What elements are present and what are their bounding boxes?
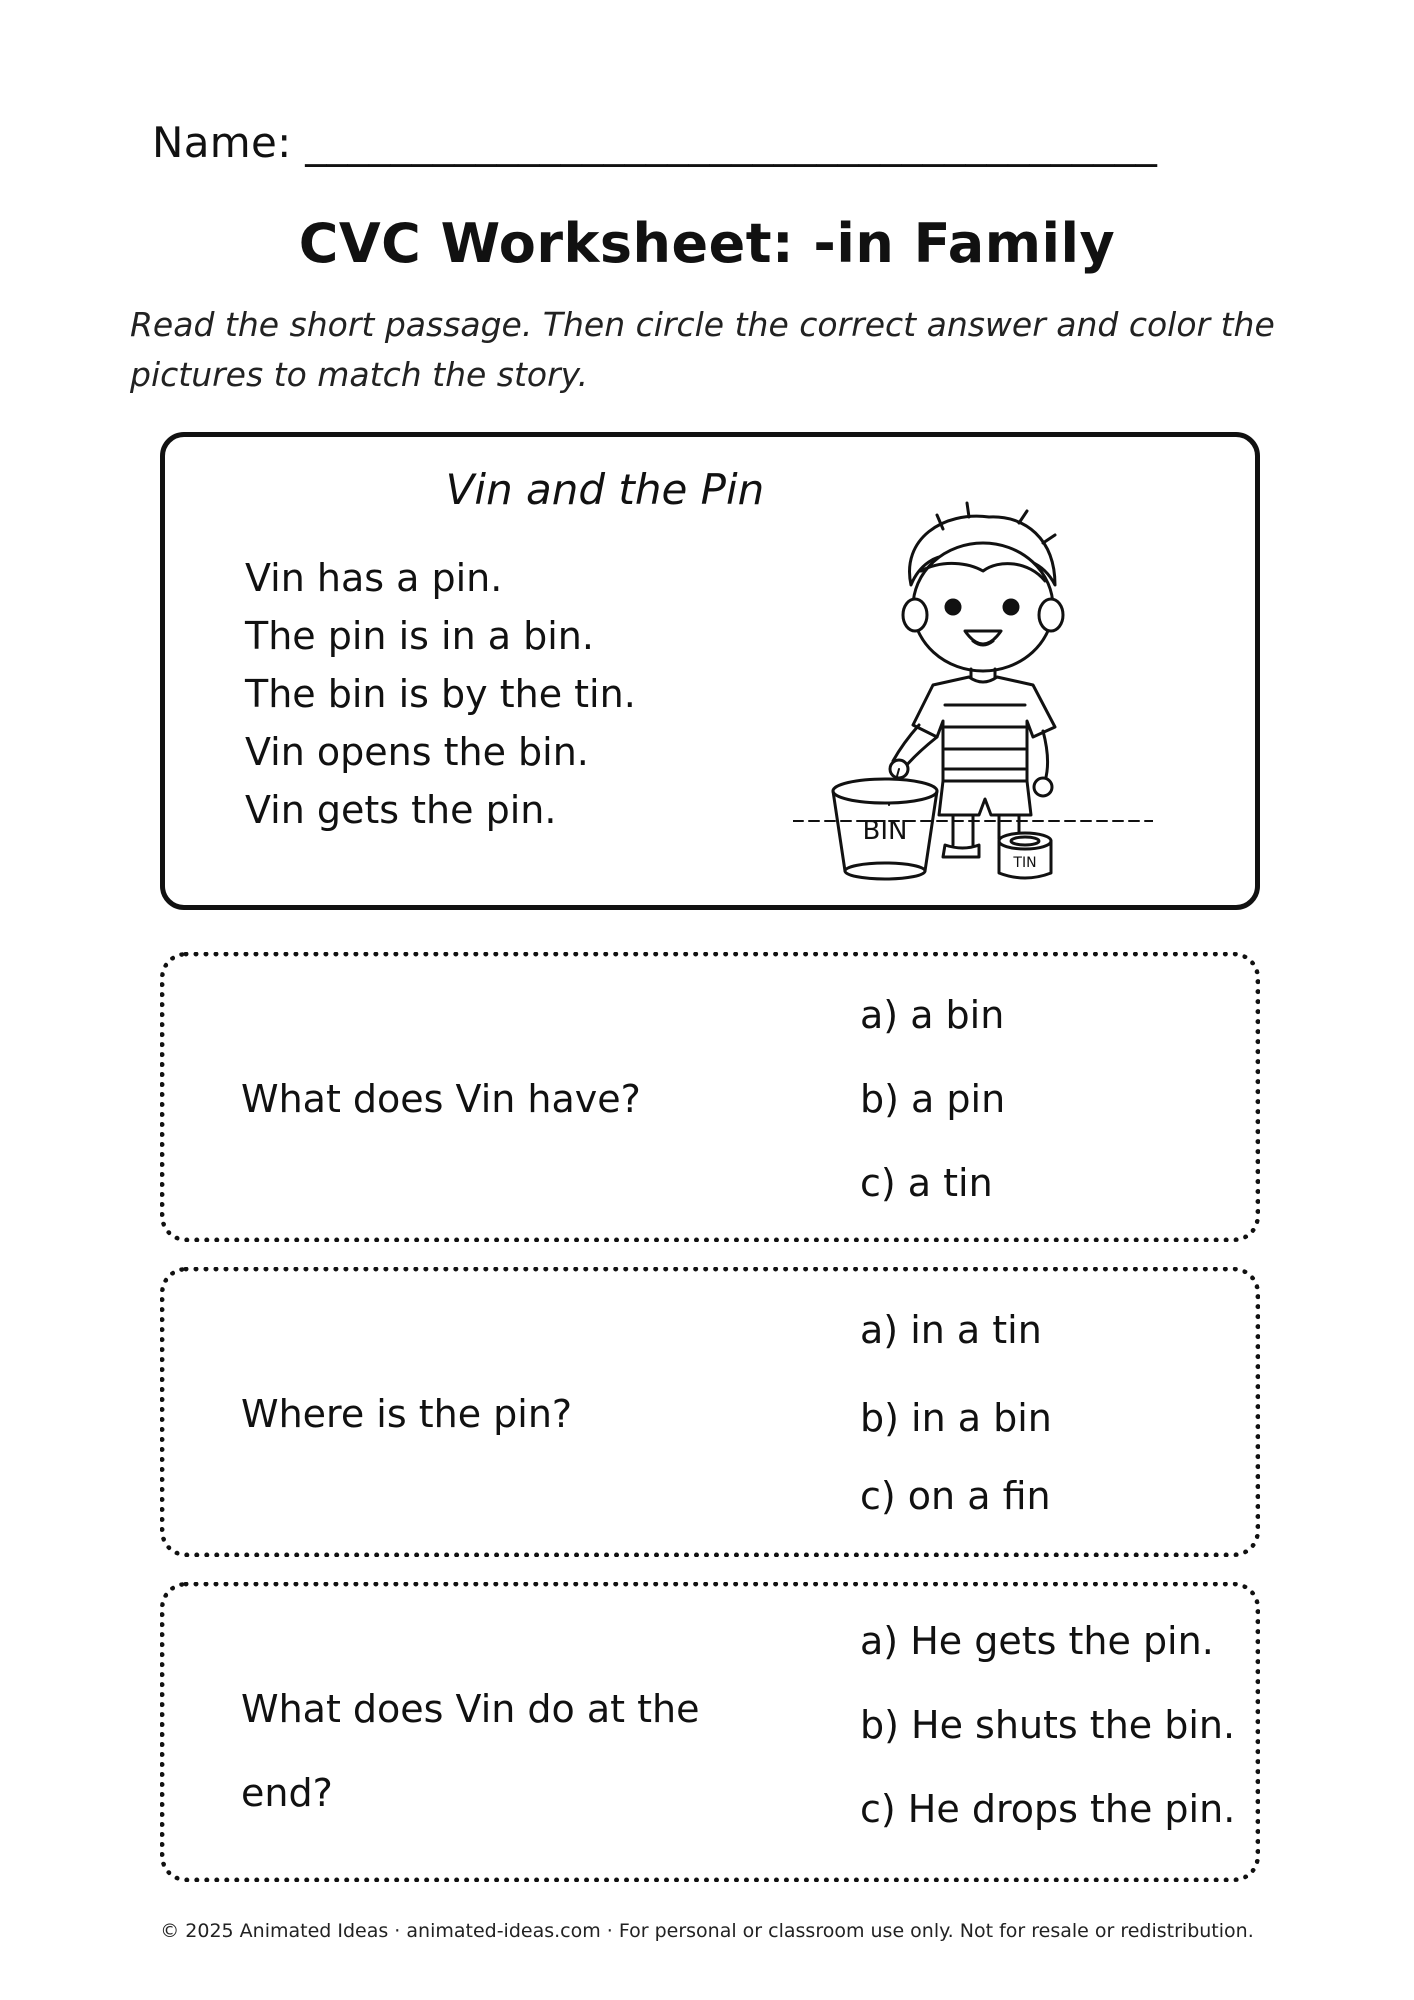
answer-choice[interactable]: c) a tin [860, 1161, 993, 1205]
question-box-2 [160, 1267, 1260, 1557]
question-text: What does Vin have? [241, 1077, 641, 1121]
story-text [245, 549, 636, 839]
tin-label: TIN [1013, 855, 1037, 871]
answer-choice[interactable]: b) in a bin [860, 1396, 1052, 1440]
name-field[interactable]: Name: ________________________________________ [152, 118, 1158, 167]
story-line: The pin is in a bin. [245, 614, 594, 658]
question-box-1 [160, 952, 1260, 1242]
answer-choice[interactable]: a) in a tin [860, 1308, 1042, 1352]
question-text: What does Vin do at the end? [241, 1687, 700, 1815]
question-text: Where is the pin? [241, 1392, 573, 1436]
answer-choice[interactable]: a) a bin [860, 993, 1005, 1037]
story-line: The bin is by the tin. [245, 672, 636, 716]
bin-label: BIN [862, 816, 908, 846]
answer-choice[interactable]: a) He gets the pin. [860, 1619, 1214, 1663]
question-box-3 [160, 1582, 1260, 1882]
answer-choice[interactable]: b) a pin [860, 1077, 1006, 1121]
answer-choice[interactable]: c) on a fin [860, 1474, 1051, 1518]
story-line: Vin has a pin. [245, 556, 503, 600]
instructions: Read the short passage. Then circle the correct answer and color the pictures to match the story. [130, 305, 1275, 394]
page-title: CVC Worksheet: -in Family [298, 212, 1116, 275]
answer-choice[interactable]: b) He shuts the bin. [860, 1703, 1236, 1747]
story-box [160, 432, 1260, 910]
story-line: Vin gets the pin. [245, 788, 557, 832]
story-title: Vin and the Pin [445, 465, 765, 514]
story-line: Vin opens the bin. [245, 730, 589, 774]
boy-with-bin-illustration [793, 499, 1153, 881]
answer-choice[interactable]: c) He drops the pin. [860, 1787, 1236, 1831]
footer-copyright: © 2025 Animated Ideas · animated-ideas.com · For personal or classroom use only. Not for resale or redistribution. [160, 1920, 1254, 1942]
